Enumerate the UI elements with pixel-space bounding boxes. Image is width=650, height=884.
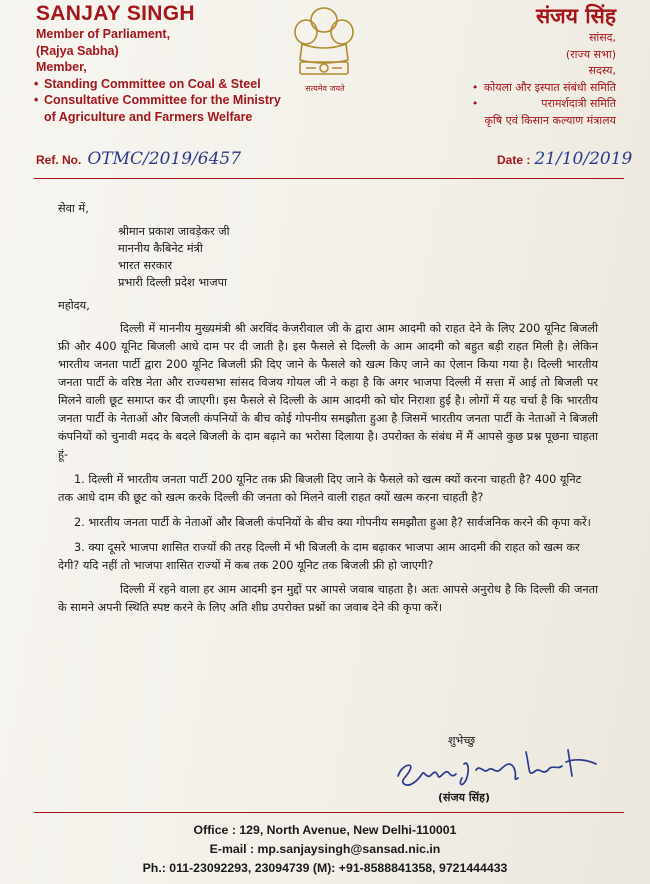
closing: शुभेच्छु — [448, 734, 475, 747]
letterhead-hindi — [474, 2, 616, 129]
sender-name-english: SANJAY SINGH — [36, 2, 195, 25]
date-value: 21/10/2019 — [534, 149, 633, 169]
addressee-govt: भारत सरकार — [118, 259, 172, 272]
addressee-charge: प्रभारी दिल्ली प्रदेश भाजपा — [118, 276, 227, 289]
signer-name: (संजय सिंह) — [438, 791, 490, 804]
member-line: Member, — [36, 60, 87, 74]
house-line-hindi: (राज्य सभा) — [565, 47, 616, 61]
letter-body — [58, 200, 598, 617]
member-line-hindi: सदस्य, — [588, 64, 616, 77]
question-3: 3. क्या दूसरे भाजपा शासित राज्यों की तरह दिल्ली में भी बिजली के दाम बढ़ाकर भाजपा आम आदमी की राहत को खत्म कर देगी? यदि नहीं तो भाजपा शासित राज्यों में कब तक 200 यूनिट तक बिजली फ्री हो जाएगी? — [58, 541, 580, 572]
sender-name-hindi: संजय सिंह — [535, 4, 616, 28]
header-divider — [34, 178, 624, 179]
letterhead-english — [36, 2, 281, 125]
reference-number — [36, 149, 241, 169]
footer — [0, 821, 650, 878]
committee-1-hindi: • कोयला और इस्पात संबंधी समिति — [474, 80, 616, 97]
committee-1-english: • Standing Committee on Coal & Steel — [36, 76, 281, 93]
ref-value: OTMC/2019/6457 — [87, 149, 242, 169]
footer-phone: Ph.: 011-23092293, 23094739 (M): +91-8588841358, 9721444433 — [142, 861, 508, 875]
date-label: Date : — [497, 153, 531, 167]
paragraph-2: दिल्ली में रहने वाला हर आम आदमी इन मुद्दों पर आपसे जवाब चाहता है। अतः आपसे अनुरोध है कि दिल्ली की जनता के सामने अपनी स्थिति स्पष्ट करने के लिए अति शीघ्र उपरोक्त प्रश्नों का जवाब देने की कृपा करें। — [58, 583, 598, 614]
committee-2-english-cont: of Agriculture and Farmers Welfare — [44, 109, 253, 124]
committee-2-english: • Consultative Committee for the Ministry — [36, 92, 281, 109]
footer-office: Office : 129, North Avenue, New Delhi-110001 — [193, 823, 457, 837]
signature-icon — [392, 740, 602, 790]
salutation-to: सेवा में, — [58, 202, 89, 215]
committee-2-hindi: • परामर्शदात्री समिति — [474, 96, 616, 113]
designation-line-hindi: सांसद, — [588, 31, 616, 44]
committee-2-hindi-cont: कृषि एवं किसान कल्याण मंत्रालय — [484, 113, 616, 127]
ref-label: Ref. No. — [36, 153, 82, 167]
question-2: 2. भारतीय जनता पार्टी के नेताओं और बिजली कंपनियों के बीच क्या गोपनीय समझौता हुआ है? सार्वजनिक करने की कृपा करें। — [74, 516, 591, 529]
letter-date — [497, 149, 632, 169]
addressee-name: श्रीमान प्रकाश जावड़ेकर जी — [118, 225, 230, 238]
paragraph-1: दिल्ली में माननीय मुख्यमंत्री श्री अरविंद केजरीवाल जी के द्वारा आम आदमी को राहत देने के लिए 200 यूनिट बिजली फ्री और 400 यूनिट बिजली आधे दाम पर दी जाती है। इस फैसले से दिल्ली के आम आदमी को बहुत बड़ी राहत मिली है। लेकिन भारतीय जनता पार्टी द्वारा 200 यूनिट बिजली फ्री दिए जाने के फैसले को खत्म किए जाने का ऐलान किया गया है। दिल्ली भारतीय जनता पार्टी के वरिष्ठ नेता और राज्यसभा सांसद विजय गोयल जी ने कहा है कि अगर भाजपा दिल्ली में सत्ता में आई तो बिजली पर मिलने वाली छूट समाप्त कर दी जाएगी। इस फैसले से दिल्ली के आम आदमी को घोर निराशा हुई है। लोगों में यह चर्चा है कि भारतीय जनता पार्टी के नेताओं और बिजली कंपनियों के बीच कोई गोपनीय समझौता हुआ है जिसमें भारतीय जनता पार्टी के नेताओं ने बिजली कंपनियों को चुनावी मदद के बदले बिजली के दाम बढ़ाने का भरोसा दिलाया है। उपरोक्त के संबंध में मैं आपसे कुछ प्रश्न पूछना चाहता हूं- — [58, 322, 598, 461]
question-1: 1. दिल्ली में भारतीय जनता पार्टी 200 यूनिट तक फ्री बिजली दिए जाने के फैसले को खत्म क्यों करना चाहती है? 400 यूनिट तक आधे दाम की छूट को खत्म करके दिल्ली की जनता को मिलने वाली राहत क्यों खत्म करना चाहती है? — [58, 473, 582, 504]
addressee-title: माननीय कैबिनेट मंत्री — [118, 242, 203, 255]
emblem-motto: सत्यमेव जयते — [305, 84, 345, 93]
footer-email: E-mail : mp.sanjaysingh@sansad.nic.in — [209, 842, 441, 856]
house-line: (Rajya Sabha) — [36, 43, 119, 58]
national-emblem-icon — [288, 2, 360, 94]
footer-divider — [34, 812, 624, 813]
designation-line: Member of Parliament, — [36, 27, 171, 41]
greeting: महोदय, — [58, 299, 90, 312]
